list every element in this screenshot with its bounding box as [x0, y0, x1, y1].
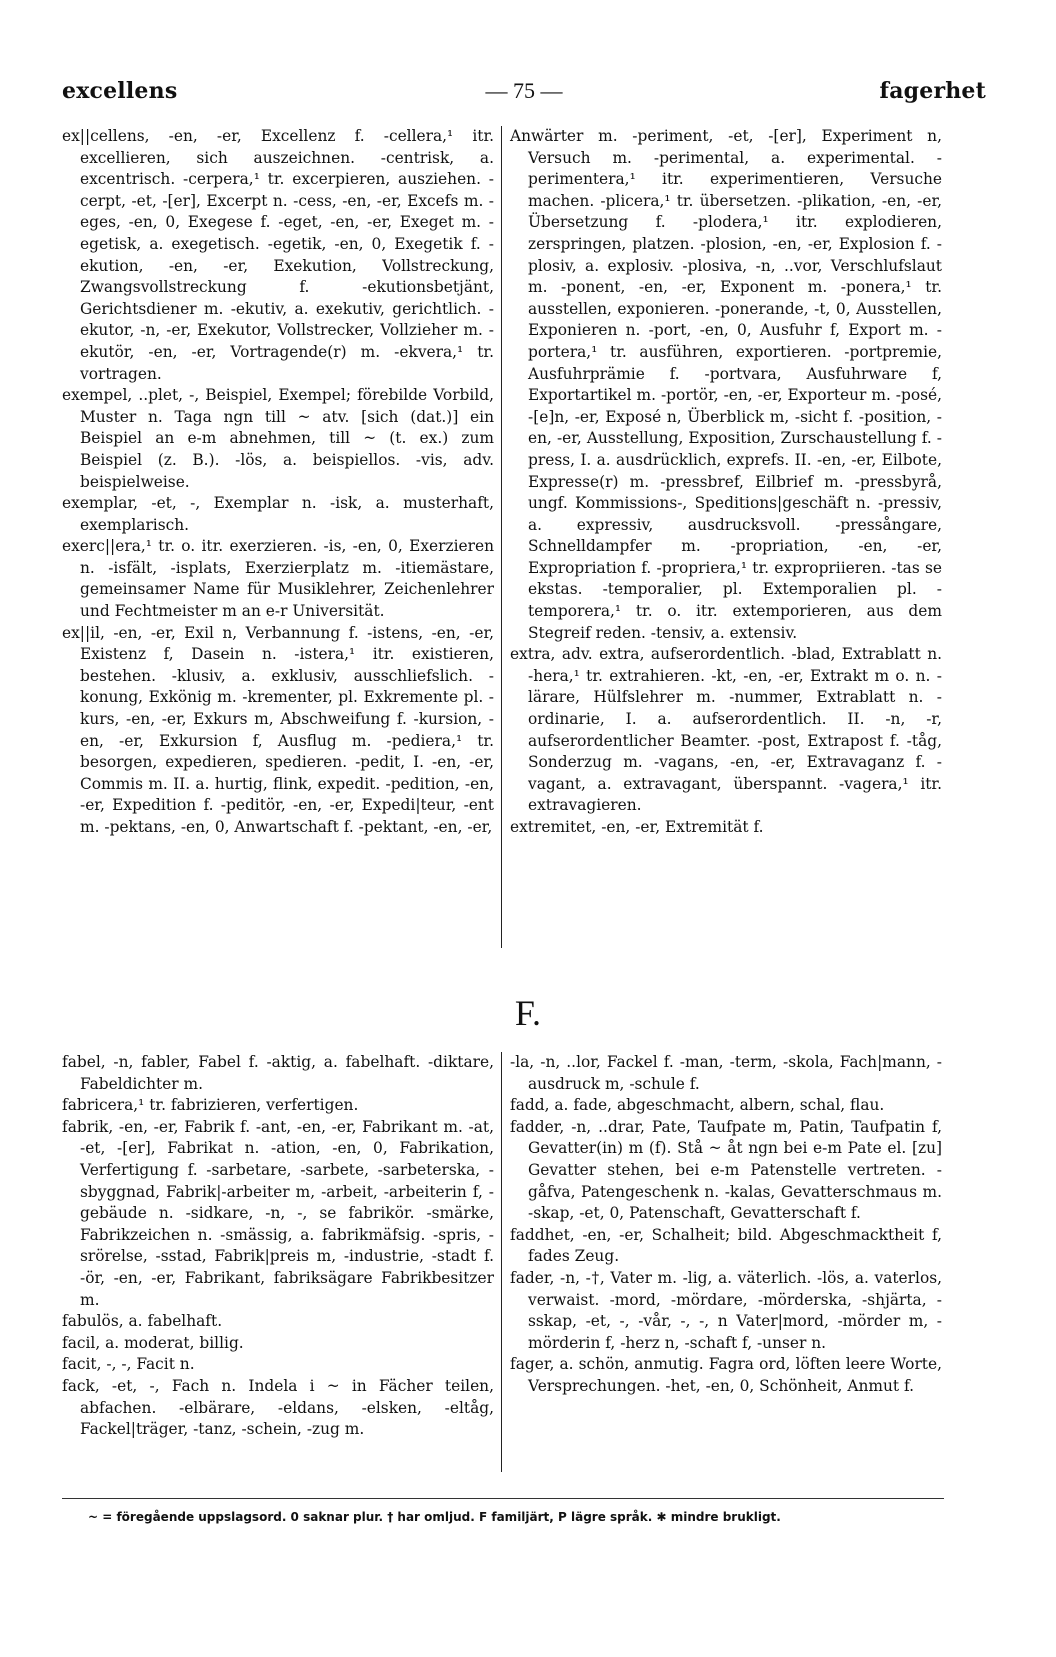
- entry: facit, -, -, Facit n.: [62, 1355, 195, 1374]
- column-upper-right: [510, 126, 942, 839]
- right-guide-word: fagerhet: [879, 78, 986, 104]
- entry: fadd, a. fade, abgeschmacht, albern, schal, flau.: [510, 1096, 885, 1115]
- section-letter: F.: [514, 993, 542, 1033]
- entry: fader, -n, -†, Vater m. -lig, a. väterlich. -lös, a. vaterlos, verwaist. -mord, -mördare, -mörderska, -shjärta, -sskap, -et, -, -vår, -, -, n Vater|mord, -mörder m, -mörderin f, -herz n, -schaft f, -unser n.: [510, 1268, 942, 1352]
- column-lower-left: [62, 1052, 494, 1441]
- entry: fabel, -n, fabler, Fabel f. -aktig, a. fabelhaft. -diktare, Fabeldichter m.: [62, 1053, 494, 1093]
- left-guide-word: excellens: [62, 78, 178, 104]
- footer-rule: [62, 1498, 944, 1499]
- entry: ex||il, -en, -er, Exil n, Verbannung f. -istens, -en, -er, Existenz f, Dasein n. -istera,¹ itr. existieren, bestehen. -klusiv, a. exklusiv, ausschliefslich. -konung, Exkönig m. -krementer, pl. Exkremente pl. -kurs, -en, -er, Exkurs m, Abschweifung f. -kursion, -en, -er, Exkursion f, Ausflug m. -pediera,¹ tr. besorgen, expedieren, spedieren. -pedit, I. -en, -er, Commis m. II. a. hurtig, flink, expedit. -pedition, -en, -er, Expedition f. -peditör, -en, -er, Expedi|teur, -ent m. -pektans, -en, 0, Anwartschaft f. -pektant, -en, -er,: [62, 623, 494, 836]
- entry: extra, adv. extra, aufserordentlich. -blad, Extrablatt n. -hera,¹ tr. extrahieren. -kt, -en, -er, Extrakt m o. n. -lärare, Hülfslehrer m. -nummer, Extrablatt n. -ordinarie, I. a. aufserordentlich. II. -n, -r, aufserordentlicher Beamter. -post, Extrapost f. -tåg, Sonderzug m. -vagans, -en, -er, Extravaganz f. -vagant, a. extravagant, überspannt. -vagera,¹ itr. extravagieren.: [510, 645, 942, 815]
- entry: fack, -et, -, Fach n. Indela i ~ in Fächer teilen, abfachen. -elbärare, -eldans, -elsken, -eltåg, Fackel|träger, -tanz, -schein, -zug m.: [62, 1376, 494, 1439]
- entry: exempel, ..plet, -, Beispiel, Exempel; förebilde Vorbild, Muster n. Taga ngn till ~ atv. [sich (dat.)] ein Beispiel an e-m abnehmen, till ~ (t. ex.) zum Beispiel (z. B.). -lös, a. beispiellos. -vis, adv. beispielweise.: [62, 386, 494, 491]
- abbreviation-legend: ~ = föregående uppslagsord. 0 saknar plur. † har omljud. F familjärt, P lägre språk. ✱ mindre brukligt.: [88, 1510, 781, 1524]
- entry: fager, a. schön, anmutig. Fagra ord, löften leere Worte, Versprechungen. -het, -en, 0, Schönheit, Anmut f.: [510, 1355, 942, 1395]
- entry: fabrik, -en, -er, Fabrik f. -ant, -en, -er, Fabrikant m. -at, -et, -[er], Fabrikat n. -ation, -en, 0, Fabrikation, Verfertigung f. -sarbetare, -sarbete, -sarbeterska, -sbyggnad, Fabrik|-arbeiter m, -arbeit, -arbeiterin f, -gebäude n. -sidkare, -n, -, se fabrikör. -smärke, Fabrikzeichen n. -smässig, a. fabrikmäfsig. -spris, -srörelse, -sstad, Fabrik|preis m, -industrie, -stadt f. -ör, -en, -er, Fabrikant, fabriksägare Fabrikbesitzer m.: [62, 1117, 494, 1309]
- entry: exerc||era,¹ tr. o. itr. exerzieren. -is, -en, 0, Exerzieren n. -isfält, -isplats, Exerzierplatz m. -itiemästare, gemeinsamer Name für Musiklehrer, Zeichenlehrer und Fechtmeister m an e-r Universität.: [62, 537, 494, 621]
- entry: faddhet, -en, -er, Schalheit; bild. Abgeschmacktheit f, fades Zeug.: [510, 1225, 942, 1266]
- entry: exemplar, -et, -, Exemplar n. -isk, a. musterhaft, exemplarisch.: [62, 494, 494, 534]
- page-number: — 75 —: [485, 78, 563, 103]
- column-divider-lower: [501, 1052, 502, 1472]
- entry: fabulös, a. fabelhaft.: [62, 1312, 223, 1331]
- column-upper-left: [62, 126, 494, 839]
- entry: -la, -n, ..lor, Fackel f. -man, -term, -skola, Fach|mann, -ausdruck m, -schule f.: [510, 1053, 942, 1093]
- entry: facil, a. moderat, billig.: [62, 1333, 244, 1352]
- column-lower-right: [510, 1052, 942, 1398]
- page-header: [62, 78, 986, 112]
- entry: extremitet, -en, -er, Extremität f.: [510, 818, 764, 836]
- entry: fadder, -n, ..drar, Pate, Taufpate m, Patin, Taufpatin f, Gevatter(in) m (f). Stå ~ åt ngn bei e-m Pate el. [zu] Gevatter stehen, bei e-m Patenstelle vertreten. -gåfva, Patengeschenk n. -kalas, Gevatterschmaus m. -skap, -et, 0, Patenschaft, Gevatterschaft f.: [510, 1117, 942, 1223]
- entry: ex||cellens, -en, -er, Excellenz f. -cellera,¹ itr. excellieren, sich auszeichnen. -centrisk, a. excentrisch. -cerpera,¹ tr. excerpieren, ausziehen. -cerpt, -et, -[er], Excerpt n. -cess, -en, -er, Excefs m. -eges, -en, 0, Exegese f. -eget, -en, -er, Exeget m. -egetisk, a. exegetisch. -egetik, -en, 0, Exegetik f. -ekution, -en, -er, Exekution, Vollstreckung, Zwangsvollstreckung f. -ekutionsbetjänt, Gerichtsdiener m. -ekutiv, a. exekutiv, gerichtlich. -ekutor, -n, -er, Exekutor, Vollstrecker, Vollzieher m. -ekutör, -en, -er, Vortragende(r) m. -ekvera,¹ tr. vortragen.: [62, 127, 494, 383]
- column-divider: [501, 126, 502, 948]
- entry: fabricera,¹ tr. fabrizieren, verfertigen.: [62, 1096, 359, 1115]
- entry: Anwärter m. -periment, -et, -[er], Experiment n, Versuch m. -perimental, a. experimental. -perimentera,¹ itr. experimentieren, Versuche machen. -plicera,¹ tr. übersetzen. -plikation, -en, -er, Übersetzung f. -plodera,¹ itr. explodieren, zerspringen, platzen. -plosion, -en, -er, Explosion f. -plosiv, a. explosiv. -plosiva, -n, ..vor, Verschlufslaut m. -ponent, -en, -er, Exponent m. -ponera,¹ tr. ausstellen, exponieren. -ponerande, -t, 0, Ausstellen, Exponieren n. -port, -en, 0, Ausfuhr f, Export m. -portera,¹ tr. ausführen, exportieren. -portpremie, Ausfuhrprämie f. -portvara, Ausfuhrware f, Exportartikel m. -portör, -en, -er, Exporteur m. -posé, -[e]n, -er, Exposé n, Überblick m, -sicht f. -position, -en, -er, Ausstellung, Exposition, Zurschaustellung f. -press, I. a. ausdrücklich, exprefs. II. -en, -er, Eilbote, Expresse(r) m. -pressbref, Eilbrief m. -pressbyrå, ungf. Kommissions-, Speditions|geschäft n. -pressiv, a. expressiv, ausdrucksvoll. -pressångare, Schnelldampfer m. -propriation, -en, -er, Expropriation f. -propriera,¹ tr. expropriieren. -tas se ekstas. -temporalier, pl. Extemporalien pl. -temporera,¹ tr. o. itr. extemporieren, aus dem Stegreif reden. -tensiv, a. extensiv.: [510, 127, 942, 642]
